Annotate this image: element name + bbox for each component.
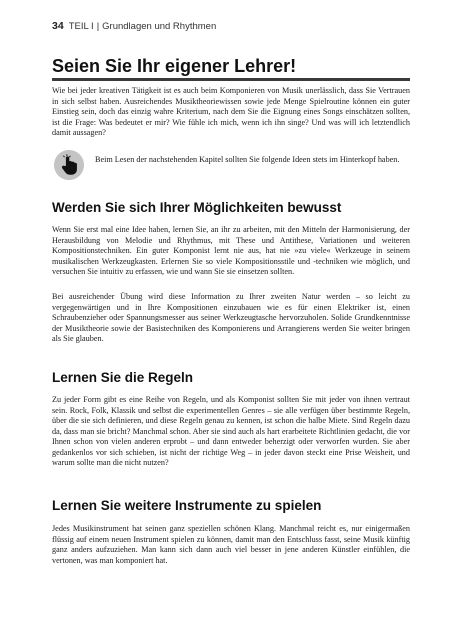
- section-paragraph: Wenn Sie erst mal eine Idee haben, lernen Sie, an ihr zu arbeiten, mit den Mitteln der Harmonisierung, der Herausbildung von Melodie und Rhythmus, mit These und Antithese, Variationen und weiteren Kompositionstechniken. Ein guter Komponist lernt nie aus, hat nie »zu viele« Werkzeuge in seinem musikalischen Werkzeugkasten. Erlernen Sie so viele Kompositionsstile und -techniken wie möglich, und versuchen Sie intuitiv zu erfassen, wie und wann Sie sie einsetzen sollten.: [52, 225, 410, 277]
- section-heading: Lernen Sie weitere Instrumente zu spielen: [52, 498, 322, 513]
- page-number: 34: [52, 20, 64, 32]
- section-heading: Lernen Sie die Regeln: [52, 370, 194, 385]
- section-heading: Werden Sie sich Ihrer Möglichkeiten bewusst: [52, 200, 342, 215]
- part-label: TEIL I: [68, 21, 94, 32]
- title-underline: [52, 78, 410, 81]
- pointing-hand-icon: [54, 150, 84, 180]
- section-paragraph: Bei ausreichender Übung wird diese Information zu Ihrer zweiten Natur werden – so leicht zu vergegenwärtigen und in Ihre Kompositionen einzubauen wie es für einen Elektriker ist, einen Schraubenzieher oder Spannungsmesser aus seiner Werkzeugtasche hervorzuholen. Solide Grundkenntnisse der Musiktheorie sowie der Basistechniken des Komponierens und Arrangierens werden Sie weiter bringen als Sie glauben.: [52, 292, 410, 344]
- section-paragraph: Jedes Musikinstrument hat seinen ganz speziellen schönen Klang. Manchmal reicht es, nur einigermaßen flüssig auf einem neuen Instrument spielen zu können, damit man den Entschluss fasst, seine Musik künftig ganz anders aufzuziehen. Man kann sich dann auch viel besser in jene anderen Künstler einfühlen, die vertonen, was man komponiert hat.: [52, 524, 410, 565]
- chapter-label: Grundlagen und Rhythmen: [102, 21, 217, 32]
- running-head: [52, 20, 216, 32]
- page-title: Seien Sie Ihr eigener Lehrer!: [52, 56, 297, 76]
- section-paragraph: Zu jeder Form gibt es eine Reihe von Regeln, und als Komponist sollten Sie mit jeder von ihnen vertraut sein. Rock, Folk, Klassik und selbst die experimentellen Genres – sie alle verfügen über bestimmte Regeln, über die sie sich definieren, und diese Regeln genau zu kennen, ist schon die halbe Miete. Sind Regeln dazu da, dass man sie bricht? Manchmal schon. Aber sie sind auch als hart erarbeitete Richtlinien gedacht, die vor Ihnen schon von vielen anderen erprobt – und dann entweder beherzigt oder verworfen wurden. Sie aber gedankenlos vor sich schieben, ist nicht der richtige Weg – in jeder davon steckt eine Prise Weisheit, und warum sollte man die nicht nutzen?: [52, 395, 410, 468]
- tip-text: Beim Lesen der nachstehenden Kapitel sollten Sie folgende Ideen stets im Hinterkopf haben.: [95, 155, 400, 164]
- header-separator: |: [96, 21, 100, 32]
- intro-paragraph: Wie bei jeder kreativen Tätigkeit ist es auch beim Komponieren von Musik unerlässlich, dass Sie Vertrauen in sich selbst haben. Ausreichendes Musiktheoriewissen sowie jede Menge Spielroutine können ein guter Einstieg sein, doch das einzig wahre Kriterium, nach dem Sie die Eignung eines Songs einschätzen sollten, ist die Frage: Was bedeutet er mir? Wie fühle ich mich, wenn ich ihn singe? Und was will ich letztendlich damit aussagen?: [52, 86, 410, 138]
